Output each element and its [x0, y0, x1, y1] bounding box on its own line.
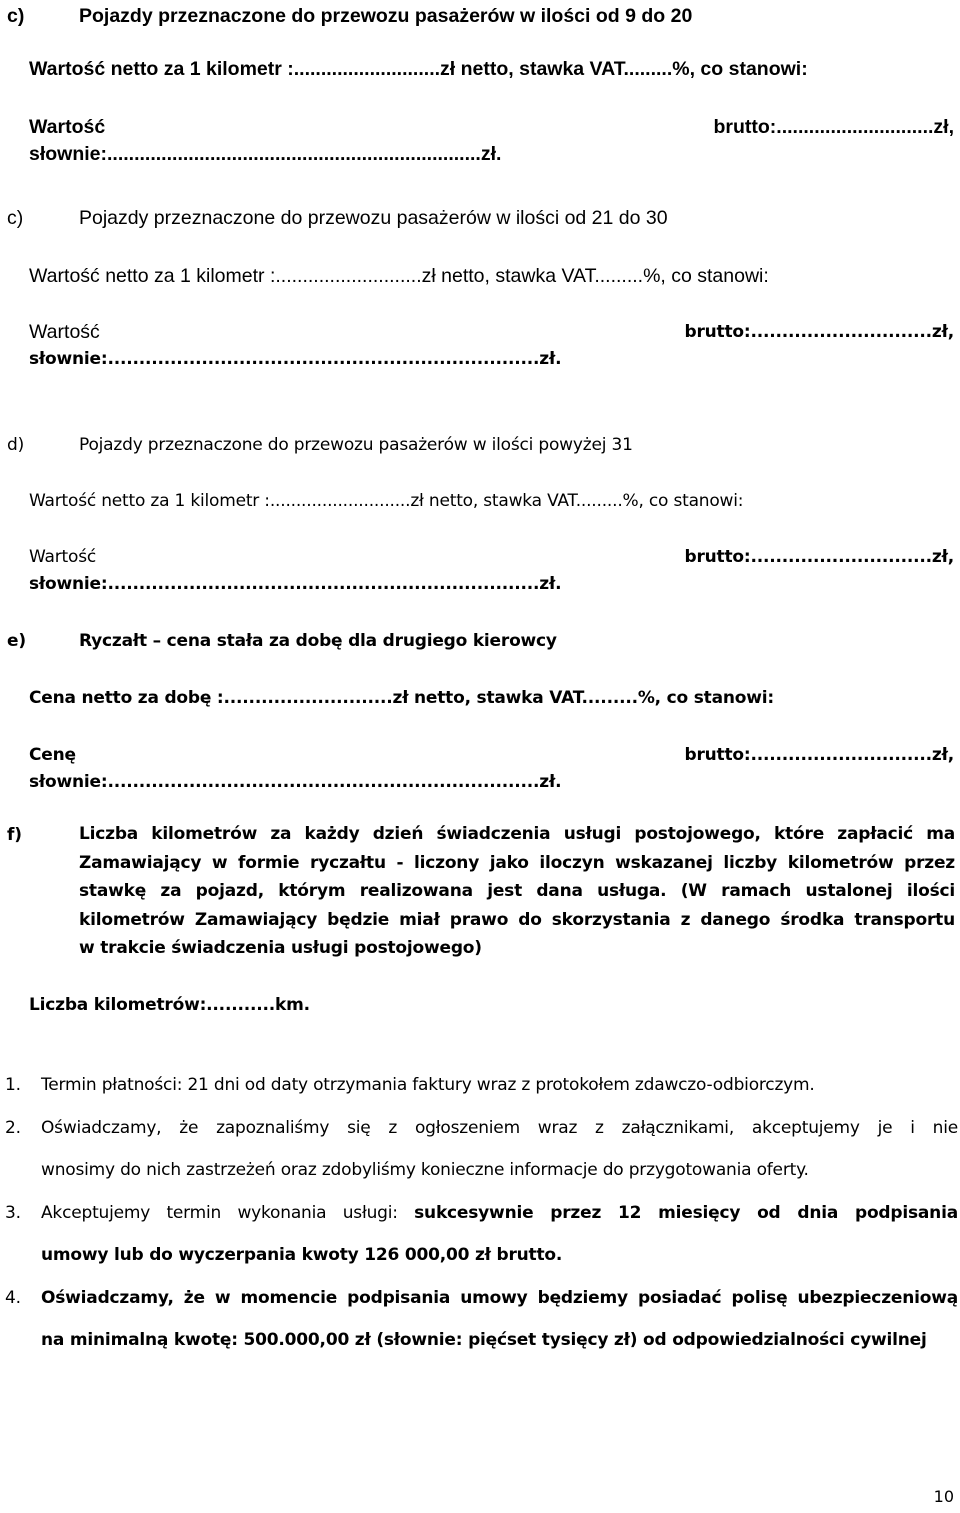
item-number: 3. [5, 1203, 21, 1223]
item-text: Termin płatności: 21 dni od daty otrzymania faktury wraz z protokołem zdawczo-odbiorczym. [41, 1075, 815, 1095]
item-text-bold: Oświadczamy, że w momencie podpisania umowy będziemy posiadać polisę ubezpieczeniową [41, 1288, 958, 1308]
wartosc-label: Cenę [29, 745, 76, 765]
section-letter: c) [7, 207, 24, 229]
section-letter: c) [7, 5, 25, 27]
item-number: 4. [5, 1288, 21, 1308]
list-item [0, 1116, 958, 1186]
list-item [0, 1201, 958, 1271]
slownie-field[interactable]: słownie:.....................................................................zł. [29, 349, 562, 369]
item-number: 1. [5, 1075, 21, 1095]
wartosc-label: Wartość [29, 116, 106, 138]
item-text: Oświadczamy, że zapoznaliśmy się z ogłoszeniem wraz z załącznikami, akceptujemy je i nie [41, 1118, 958, 1138]
netto-line: Wartość netto za 1 kilometr :...........................zł netto, stawka VAT.........%, co stanowi: [29, 265, 769, 287]
section-letter: d) [7, 435, 25, 455]
section-title: Pojazdy przeznaczone do przewozu pasażerów w ilości od 21 do 30 [79, 207, 668, 229]
brutto-field[interactable]: brutto:.............................zł, [713, 116, 954, 138]
section-letter: f) [7, 825, 22, 845]
paragraph-line: Zamawiający w formie ryczałtu - liczony jako iloczyn wskazanej liczby kilometrów przez [79, 852, 955, 873]
section-title: Ryczałt – cena stała za dobę dla drugiego kierowcy [79, 631, 557, 651]
section-title: Pojazdy przeznaczone do przewozu pasażerów w ilości od 9 do 20 [79, 5, 693, 27]
netto-line: Wartość netto za 1 kilometr :...........................zł netto, stawka VAT.........%, co stanowi: [29, 491, 744, 511]
wartosc-label: Wartość [29, 321, 100, 343]
section-f-paragraph [79, 820, 955, 963]
paragraph-line: w trakcie świadczenia usługi postojowego) [79, 938, 482, 958]
item-text-bold: na minimalną kwotę: 500.000,00 zł (słownie: pięćset tysięcy zł) od odpowiedzialności cywilnej [41, 1330, 927, 1350]
slownie-field[interactable]: słownie:.....................................................................zł. [29, 143, 502, 165]
item-text: wnosimy do nich zastrzeżeń oraz zdobyliśmy konieczne informacje do przygotowania oferty. [41, 1160, 809, 1180]
paragraph-line: stawkę za pojazd, którym realizowana jest dana usługa. (W ramach ustalonej ilości [79, 881, 955, 901]
brutto-field[interactable]: brutto:.............................zł, [684, 322, 954, 342]
brutto-field[interactable]: brutto:.............................zł, [684, 745, 954, 765]
km-field[interactable]: Liczba kilometrów:...........km. [29, 995, 310, 1015]
wartosc-label: Wartość [29, 547, 96, 567]
netto-line: Wartość netto za 1 kilometr :...........................zł netto, stawka VAT.........%, co stanowi: [29, 58, 808, 80]
item-text: Akceptujemy termin wykonania usługi: [41, 1203, 415, 1223]
paragraph-line: Liczba kilometrów za każdy dzień świadczenia usługi postojowego, które zapłacić ma [79, 824, 955, 844]
slownie-field[interactable]: słownie:.....................................................................zł. [29, 772, 562, 792]
slownie-field[interactable]: słownie:.....................................................................zł. [29, 574, 562, 594]
item-text-bold: sukcesywnie przez 12 miesięcy od dnia podpisania [414, 1203, 958, 1223]
list-item [0, 1286, 958, 1356]
section-title: Pojazdy przeznaczone do przewozu pasażerów w ilości powyżej 31 [79, 435, 633, 455]
item-number: 2. [5, 1118, 21, 1138]
section-letter: e) [7, 631, 26, 651]
item-text-bold: umowy lub do wyczerpania kwoty 126 000,00 zł brutto. [41, 1245, 563, 1265]
page-number: 10 [933, 1487, 954, 1506]
brutto-field[interactable]: brutto:.............................zł, [684, 547, 954, 567]
list-item [0, 1073, 958, 1097]
paragraph-line: kilometrów Zamawiający będzie miał prawo do skorzystania z danego środka transportu [79, 909, 955, 930]
netto-line: Cena netto za dobę :...........................zł netto, stawka VAT.........%, co stanowi: [29, 688, 774, 708]
